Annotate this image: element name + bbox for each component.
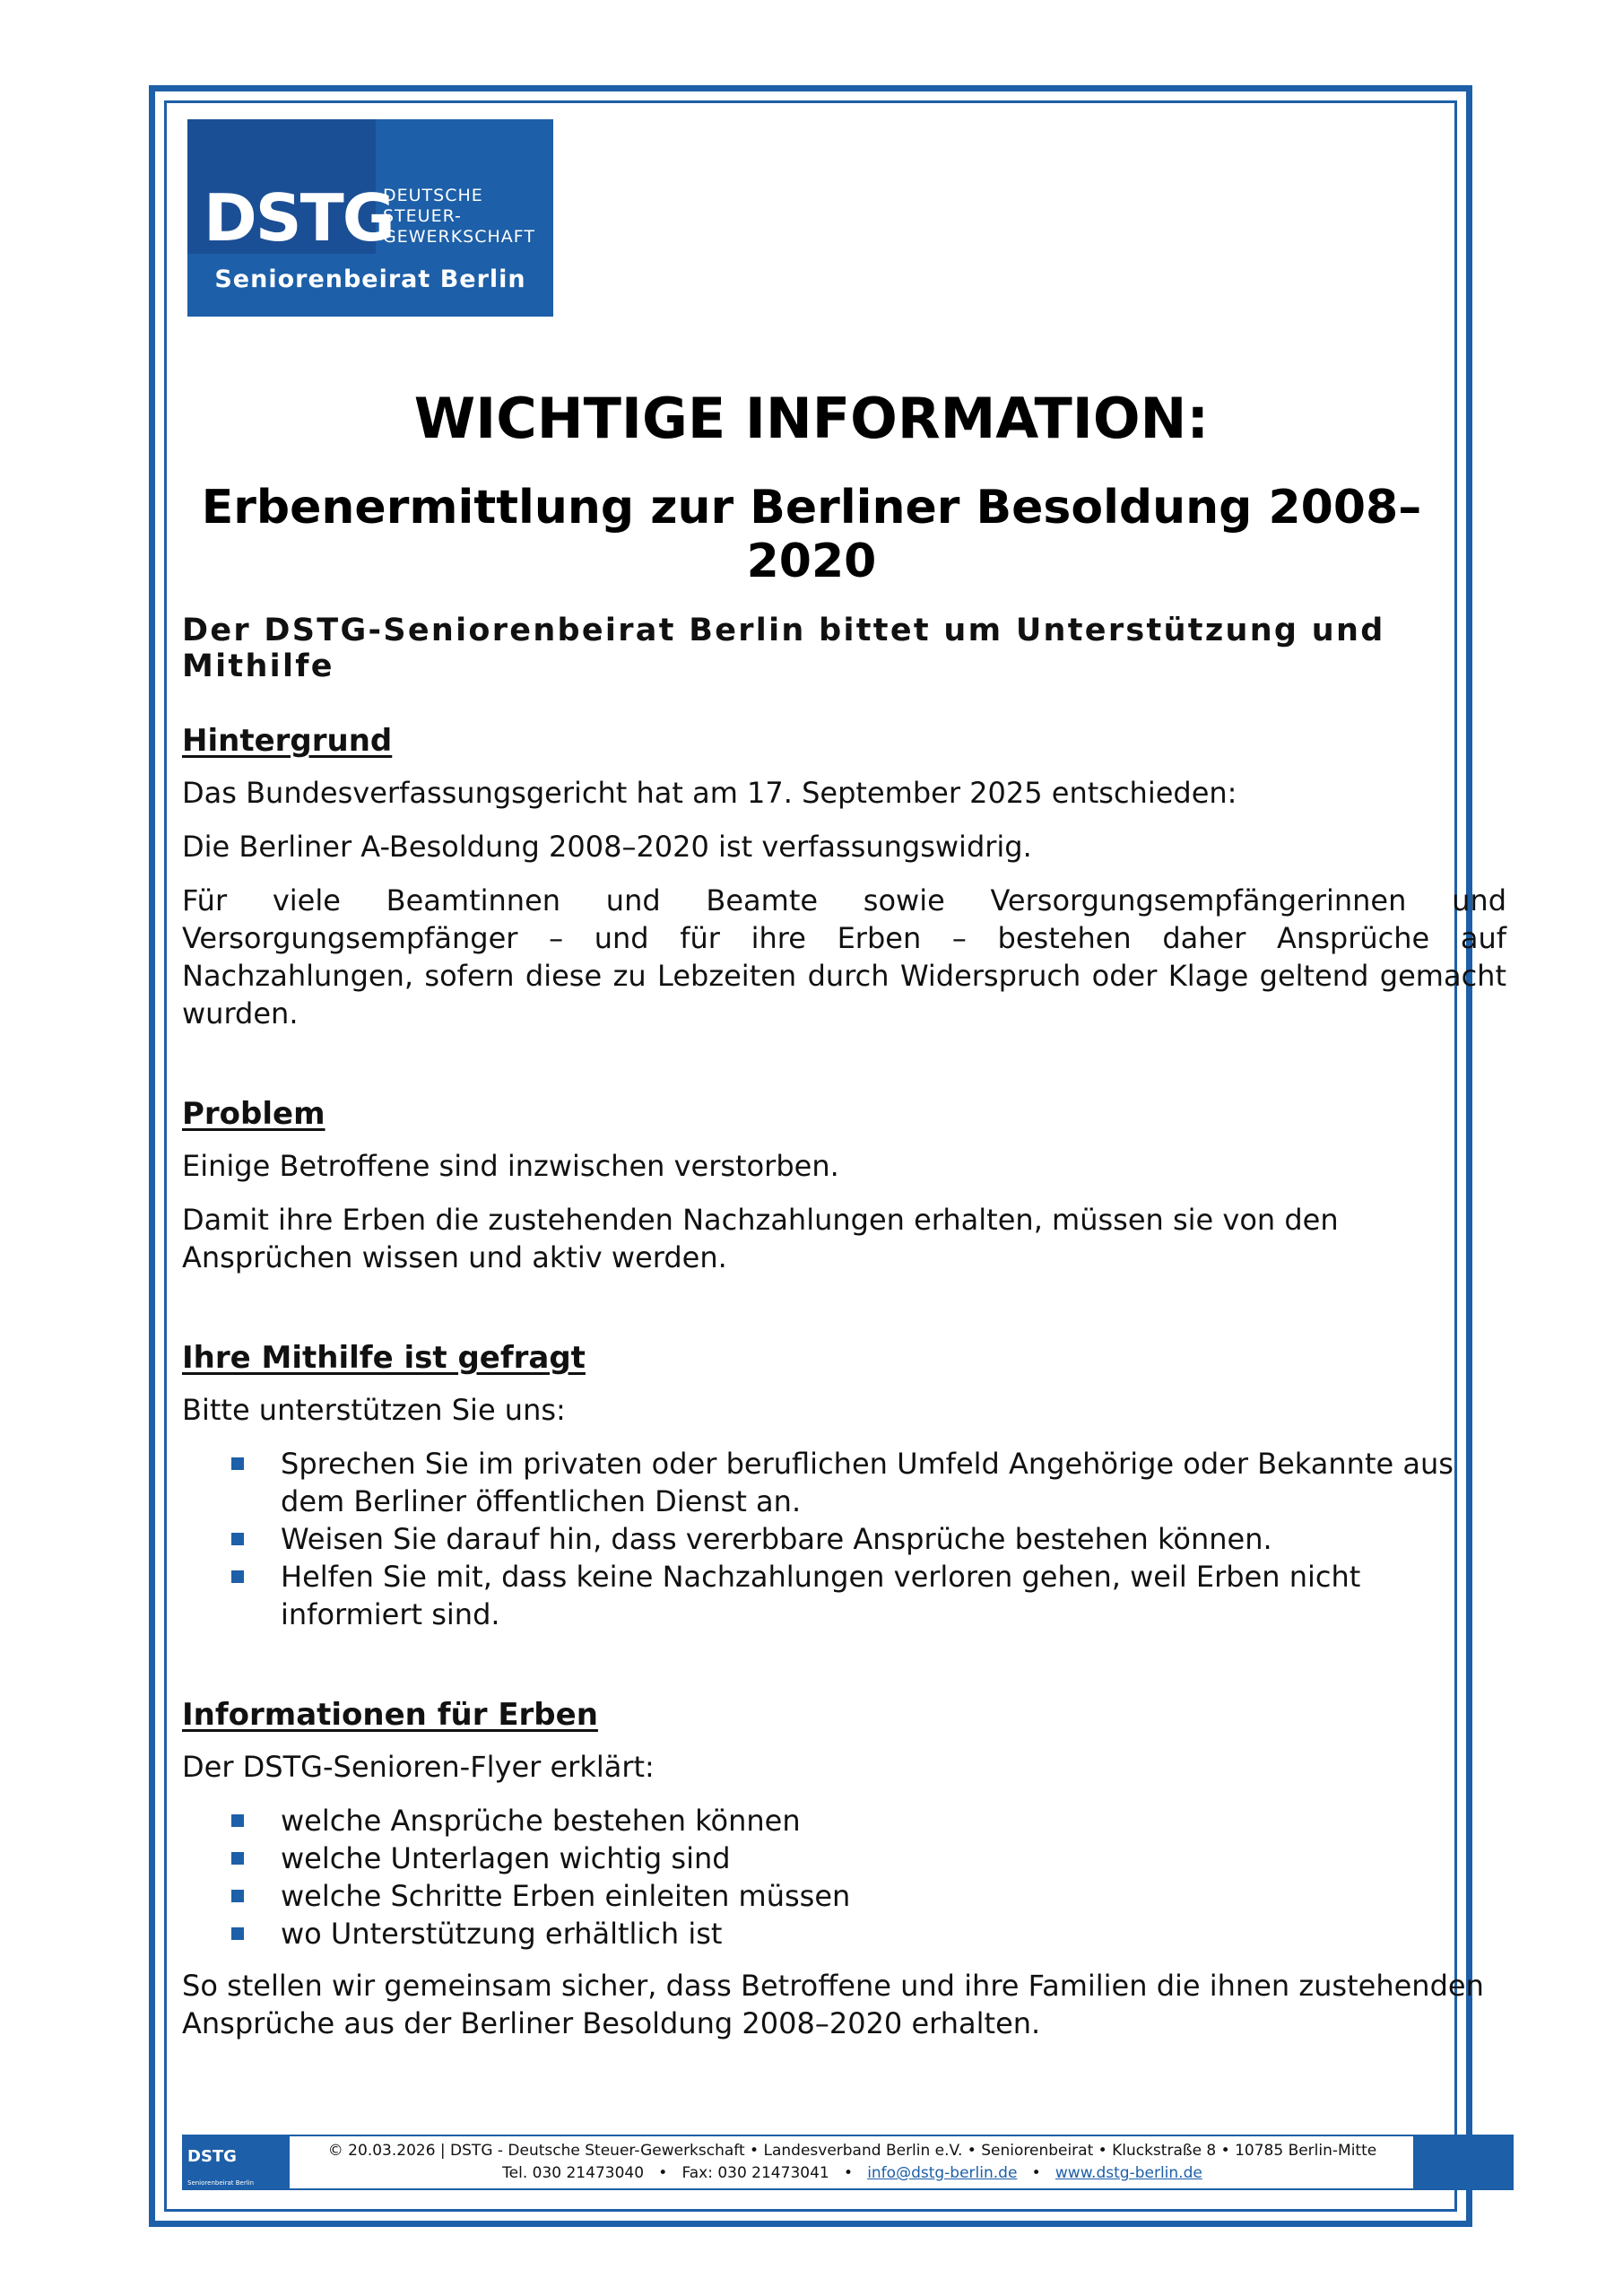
footer-separator: • [843,2164,853,2182]
paragraph: Bitte unterstützen Sie uns: [182,1393,566,1427]
footer-line: © 20.03.2026 | DSTG - Deutsche Steuer-Gewerkschaft • Landesverband Berlin e.V. • Seniorenbeirat • Kluckstraße 8 • 10785 Berlin-Mitte [327,2142,1377,2160]
logo-word: STEUER- [383,206,462,226]
list-item [182,1877,1506,1915]
section-heading: Ihre Mithilfe ist gefragt [182,1340,586,1376]
footer [182,2135,1514,2190]
dstg-logo [187,119,553,317]
bullet-square-icon [231,1927,244,1940]
list-item-text: welche Ansprüche bestehen können [281,1804,801,1838]
footer-logo [184,2136,290,2188]
footer-text [300,2140,1404,2185]
bullet-list [182,1445,1506,1633]
list-item [182,1915,1506,1952]
section-erben [182,1696,1506,2042]
bullet-square-icon [231,1457,244,1470]
bullet-square-icon [231,1890,244,1902]
section-problem [182,1095,1506,1276]
intro-line: Der DSTG-Seniorenbeirat Berlin bittet um Unterstützung und Mithilfe [182,613,1385,684]
footer-web-link[interactable]: www.dstg-berlin.de [1055,2164,1202,2182]
bullet-square-icon [231,1570,244,1583]
footer-tel: Tel. 030 21473040 [502,2164,645,2182]
paragraph: Einige Betroffene sind inzwischen verstorben. [182,1149,839,1183]
page-title: WICHTIGE INFORMATION: [413,386,1210,451]
list-item-text: wo Unterstützung erhältlich ist [281,1917,723,1951]
footer-contact-line [300,2162,1404,2185]
section-heading: Hintergrund [182,723,393,759]
footer-fax: Fax: 030 21473041 [681,2164,829,2182]
list-item-text: welche Unterlagen wichtig sind [281,1841,731,1875]
logo-subtitle: Seniorenbeirat Berlin [214,265,526,293]
paragraph: Die Berliner A-Besoldung 2008–2020 ist verfassungswidrig. [182,830,1032,864]
list-item [182,1839,1506,1877]
paragraph: Damit ihre Erben die zustehenden Nachzahlungen erhalten, müssen sie von den Ansprüchen wissen und aktiv werden. [182,1203,1339,1274]
list-item-text: Sprechen Sie im privaten oder beruflichen Umfeld Angehörige oder Bekannte aus dem Berliner öffentlichen Dienst an. [281,1447,1454,1518]
paragraph: So stellen wir gemeinsam sicher, dass Betroffene und ihre Familien die ihnen zustehenden Ansprüche aus der Berliner Besoldung 2008–2020 erhalten. [182,1969,1484,2040]
paragraph: Für viele Beamtinnen und Beamte sowie Versorgungsempfängerinnen und Versorgungsempfänger – und für ihre Erben – bestehen daher Ansprüche auf Nachzahlungen, sofern diese zu Lebzeiten durch Widerspruch oder Klage geltend gemacht wurden. [182,883,1506,1031]
list-item [182,1802,1506,1839]
content-body [182,722,1506,2105]
logo-words [383,186,535,248]
section-heading: Problem [182,1096,325,1132]
paragraph: Der DSTG-Senioren-Flyer erklärt: [182,1750,655,1784]
bullet-square-icon [231,1852,244,1865]
section-mithilfe [182,1339,1506,1633]
list-item-text: welche Schritte Erben einleiten müssen [281,1879,851,1913]
footer-logo-subtitle: Seniorenbeirat Berlin [187,2179,255,2187]
footer-color-block [1413,2136,1512,2188]
section-hintergrund [182,722,1506,1032]
logo-word: DEUTSCHE [383,186,483,205]
bullet-square-icon [231,1533,244,1545]
list-item-text: Weisen Sie darauf hin, dass vererbbare Ansprüche bestehen können. [281,1522,1272,1556]
section-heading: Informationen für Erben [182,1697,598,1733]
list-item [182,1558,1506,1633]
list-item [182,1520,1506,1558]
paragraph: Das Bundesverfassungsgericht hat am 17. September 2025 entschieden: [182,776,1237,810]
footer-logo-mark: DSTG [187,2147,237,2166]
list-item-text: Helfen Sie mit, dass keine Nachzahlungen verloren gehen, weil Erben nicht informiert sind. [281,1560,1361,1631]
bullet-square-icon [231,1814,244,1827]
page-subtitle: Erbenermittlung zur Berliner Besoldung 2008–2020 [201,481,1422,588]
logo-word: GEWERKSCHAFT [383,227,535,247]
footer-separator: • [658,2164,668,2182]
footer-separator: • [1031,2164,1041,2182]
list-item [182,1445,1506,1520]
logo-mark: DSTG [204,180,394,256]
bullet-list [182,1802,1506,1952]
footer-email-link[interactable]: info@dstg-berlin.de [867,2164,1018,2182]
